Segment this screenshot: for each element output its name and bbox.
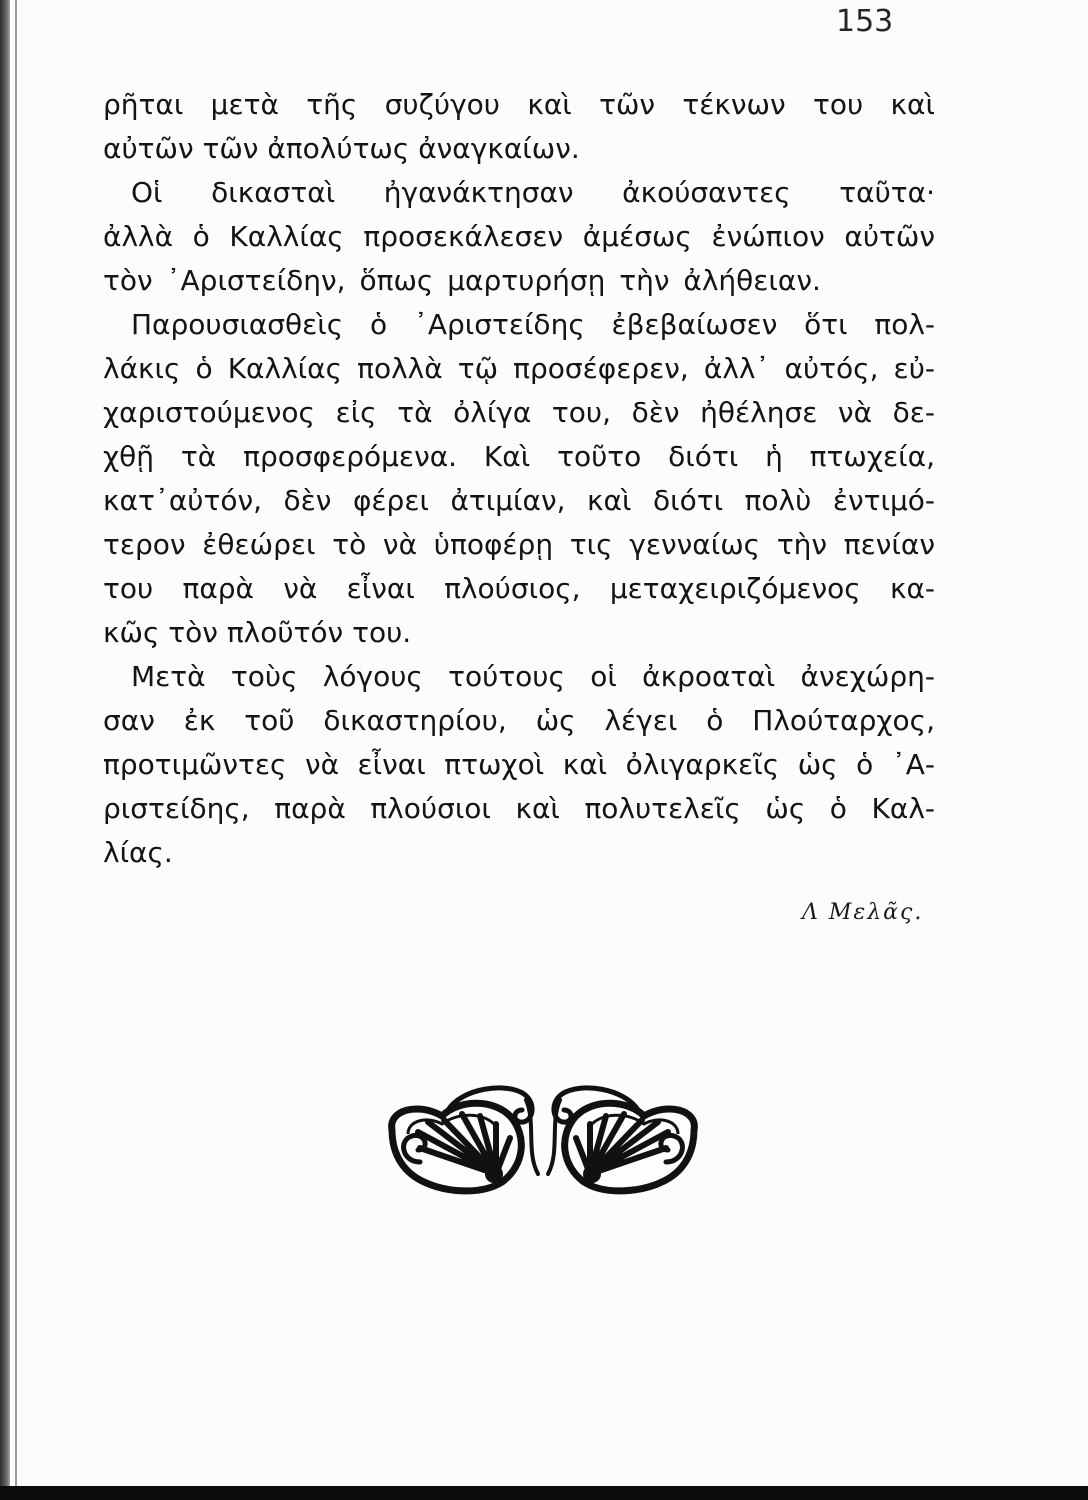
- page-bottom-edge: [0, 1486, 1088, 1500]
- text-line: Οἱ δικασταὶ ἠγανάκτησαν ἀκούσαντες ταῦτα·: [131, 176, 935, 209]
- text-line: τὸν ᾿Αριστείδην, ὅπως μαρτυρήσῃ τὴν ἀλήθειαν.: [103, 264, 821, 297]
- author-signature: Λ Μελᾶς.: [802, 900, 924, 925]
- text-line: Μετὰ τοὺς λόγους τούτους οἱ ἀκροαταὶ ἀνεχώρη-: [131, 660, 935, 693]
- page-number: 153: [836, 4, 894, 39]
- text-line: σαν ἐκ τοῦ δικαστηρίου, ὡς λέγει ὁ Πλούταρχος,: [103, 704, 935, 737]
- paragraph: [103, 655, 935, 875]
- text-line: ριστείδης, παρὰ πλούσιοι καὶ πολυτελεῖς ὡς ὁ Καλ-: [103, 792, 935, 825]
- text-line: αὐτῶν τῶν ἀπολύτως ἀναγκαίων.: [103, 132, 580, 165]
- paragraph: [103, 83, 935, 171]
- left-shell-ornament: [392, 1088, 538, 1191]
- text-line: προτιμῶντες νὰ εἶναι πτωχοὶ καὶ ὀλιγαρκεῖς ὡς ὁ ᾿Α-: [103, 748, 935, 781]
- text-line: χαριστούμενος εἰς τὰ ὀλίγα του, δὲν ἠθέλησε νὰ δε-: [103, 396, 935, 429]
- text-line: λίας.: [103, 836, 173, 869]
- text-line: κατ᾿αὐτόν, δὲν φέρει ἀτιμίαν, καὶ διότι πολὺ ἐντιμό-: [103, 484, 935, 517]
- right-shell-ornament: [548, 1088, 694, 1191]
- page-gutter-shadow: [0, 0, 10, 1500]
- text-line: Παρουσιασθεὶς ὁ ᾿Αριστείδης ἐβεβαίωσεν ὅτι πολ-: [131, 308, 935, 341]
- text-line: τερον ἐθεώρει τὸ νὰ ὑποφέρῃ τις γενναίως τὴν πενίαν: [103, 528, 935, 561]
- text-line: λάκις ὁ Καλλίας πολλὰ τῷ προσέφερεν, ἀλλ᾿ αὐτός, εὐ-: [103, 352, 935, 385]
- text-line: ἀλλὰ ὁ Καλλίας προσεκάλεσεν ἀμέσως ἐνώπιον αὐτῶν: [103, 220, 935, 253]
- text-line: ρῆται μετὰ τῆς συζύγου καὶ τῶν τέκνων του καὶ: [103, 88, 935, 121]
- text-line: του παρὰ νὰ εἶναι πλούσιος, μεταχειριζόμενος κα-: [103, 572, 935, 605]
- paragraph: [103, 171, 935, 303]
- text-line: χθῇ τὰ προσφερόμενα. Καὶ τοῦτο διότι ἡ πτωχεία,: [103, 440, 935, 473]
- page-gutter-line: [15, 0, 17, 1500]
- paragraph: [103, 303, 935, 655]
- fleuron-twin-shells-icon: [378, 1082, 708, 1197]
- body-text: [103, 83, 935, 875]
- text-line: κῶς τὸν πλοῦτόν του.: [103, 616, 412, 649]
